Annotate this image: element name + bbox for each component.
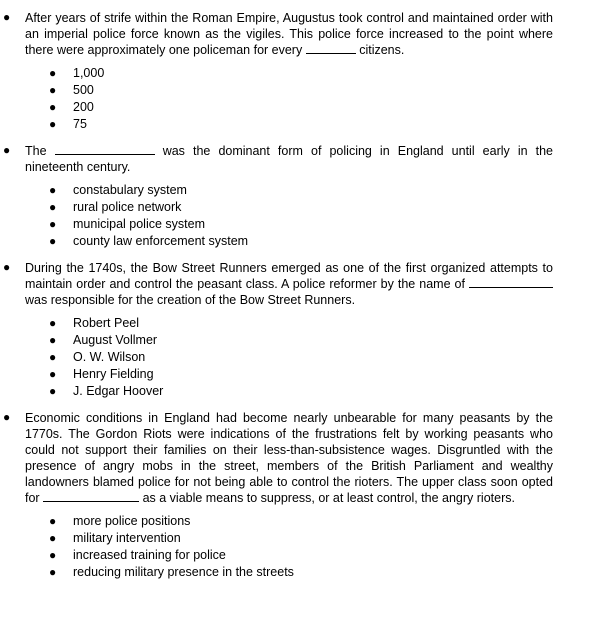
- answer-option[interactable]: [49, 513, 553, 530]
- bullet-icon: ●: [49, 367, 57, 381]
- answer-option-label: 1,000: [73, 66, 105, 80]
- answer-option[interactable]: [49, 315, 553, 332]
- answer-option[interactable]: [49, 65, 553, 82]
- answer-option-label: Robert Peel: [73, 316, 140, 330]
- answer-option-label: county law enforcement system: [73, 234, 249, 248]
- question-text: [25, 143, 553, 175]
- bullet-icon: ●: [49, 66, 57, 80]
- bullet-icon: ●: [49, 514, 57, 528]
- question-4: [0, 410, 553, 581]
- answer-option-label: rural police network: [73, 200, 182, 214]
- answer-option-label: August Vollmer: [73, 333, 158, 347]
- answer-option-label: 200: [73, 100, 94, 114]
- answer-option-label: 500: [73, 83, 94, 97]
- answer-option[interactable]: [49, 547, 553, 564]
- question-text-after: citizens.: [359, 43, 405, 57]
- bullet-icon: ●: [49, 333, 57, 347]
- answer-option-label: 75: [73, 117, 87, 131]
- question-text-after: as a viable means to suppress, or at least control, the angry rioters.: [142, 491, 515, 505]
- bullet-icon: ●: [49, 384, 57, 398]
- answer-options: [25, 315, 553, 400]
- answer-option[interactable]: [49, 82, 553, 99]
- bullet-icon: ●: [49, 565, 57, 579]
- answer-option-label: military intervention: [73, 531, 181, 545]
- answer-option-label: municipal police system: [73, 217, 205, 231]
- question-text-before: During the 1740s, the Bow Street Runners emerged as one of the first organized attempts to maintain order and control the peasant class. A police reformer by the name of: [25, 261, 553, 291]
- answer-option-label: more police positions: [73, 514, 191, 528]
- bullet-icon: ●: [49, 200, 57, 214]
- answer-option[interactable]: [49, 99, 553, 116]
- bullet-icon: ●: [49, 100, 57, 114]
- answer-blank: [55, 143, 155, 155]
- bullet-icon: ●: [3, 10, 11, 24]
- bullet-icon: ●: [49, 217, 57, 231]
- question-3: [0, 260, 553, 400]
- answer-option-label: Henry Fielding: [73, 367, 154, 381]
- answer-blank: [469, 276, 553, 288]
- bullet-icon: ●: [49, 548, 57, 562]
- question-text-before: The: [25, 144, 47, 158]
- bullet-icon: ●: [49, 350, 57, 364]
- answer-option[interactable]: [49, 564, 553, 581]
- answer-option-label: O. W. Wilson: [73, 350, 146, 364]
- answer-option-label: constabulary system: [73, 183, 187, 197]
- bullet-icon: ●: [3, 410, 11, 424]
- answer-option[interactable]: [49, 349, 553, 366]
- bullet-icon: ●: [49, 531, 57, 545]
- answer-options: [25, 182, 553, 250]
- answer-blank: [306, 42, 356, 54]
- answer-option-label: reducing military presence in the streets: [73, 565, 294, 579]
- question-text: [25, 410, 553, 506]
- bullet-icon: ●: [49, 183, 57, 197]
- answer-option[interactable]: [49, 199, 553, 216]
- answer-option[interactable]: [49, 233, 553, 250]
- answer-blank: [43, 490, 139, 502]
- answer-option[interactable]: [49, 182, 553, 199]
- question-text: [25, 260, 553, 308]
- bullet-icon: ●: [49, 117, 57, 131]
- question-1: [0, 10, 553, 133]
- question-text-before: Economic conditions in England had become nearly unbearable for many peasants by the 1770s. The Gordon Riots were indications of the frustrations felt by working peasants who could not support their families on their less-than-subsistence wages. Disgruntled with the presence of angry mobs in the street, members of the British Parliament and wealthy landowners blamed police for not being able to control the rioters. The upper class soon opted for: [25, 411, 553, 505]
- bullet-icon: ●: [49, 316, 57, 330]
- question-2: [0, 143, 553, 250]
- question-text-after: was the dominant form of policing in England until early in the nineteenth century.: [25, 144, 553, 174]
- bullet-icon: ●: [3, 143, 11, 157]
- answer-option[interactable]: [49, 332, 553, 349]
- answer-option-label: J. Edgar Hoover: [73, 384, 164, 398]
- answer-option[interactable]: [49, 530, 553, 547]
- bullet-icon: ●: [49, 83, 57, 97]
- answer-option[interactable]: [49, 366, 553, 383]
- bullet-icon: ●: [49, 234, 57, 248]
- answer-options: [25, 65, 553, 133]
- question-text: [25, 10, 553, 58]
- answer-options: [25, 513, 553, 581]
- question-text-after: was responsible for the creation of the Bow Street Runners.: [25, 293, 356, 307]
- answer-option-label: increased training for police: [73, 548, 226, 562]
- answer-option[interactable]: [49, 216, 553, 233]
- answer-option[interactable]: [49, 116, 553, 133]
- bullet-icon: ●: [3, 260, 11, 274]
- question-text-before: After years of strife within the Roman Empire, Augustus took control and maintained order with an imperial police force known as the vigiles. This police force increased to the point where there were approximately one policeman for every: [25, 11, 553, 57]
- answer-option[interactable]: [49, 383, 553, 400]
